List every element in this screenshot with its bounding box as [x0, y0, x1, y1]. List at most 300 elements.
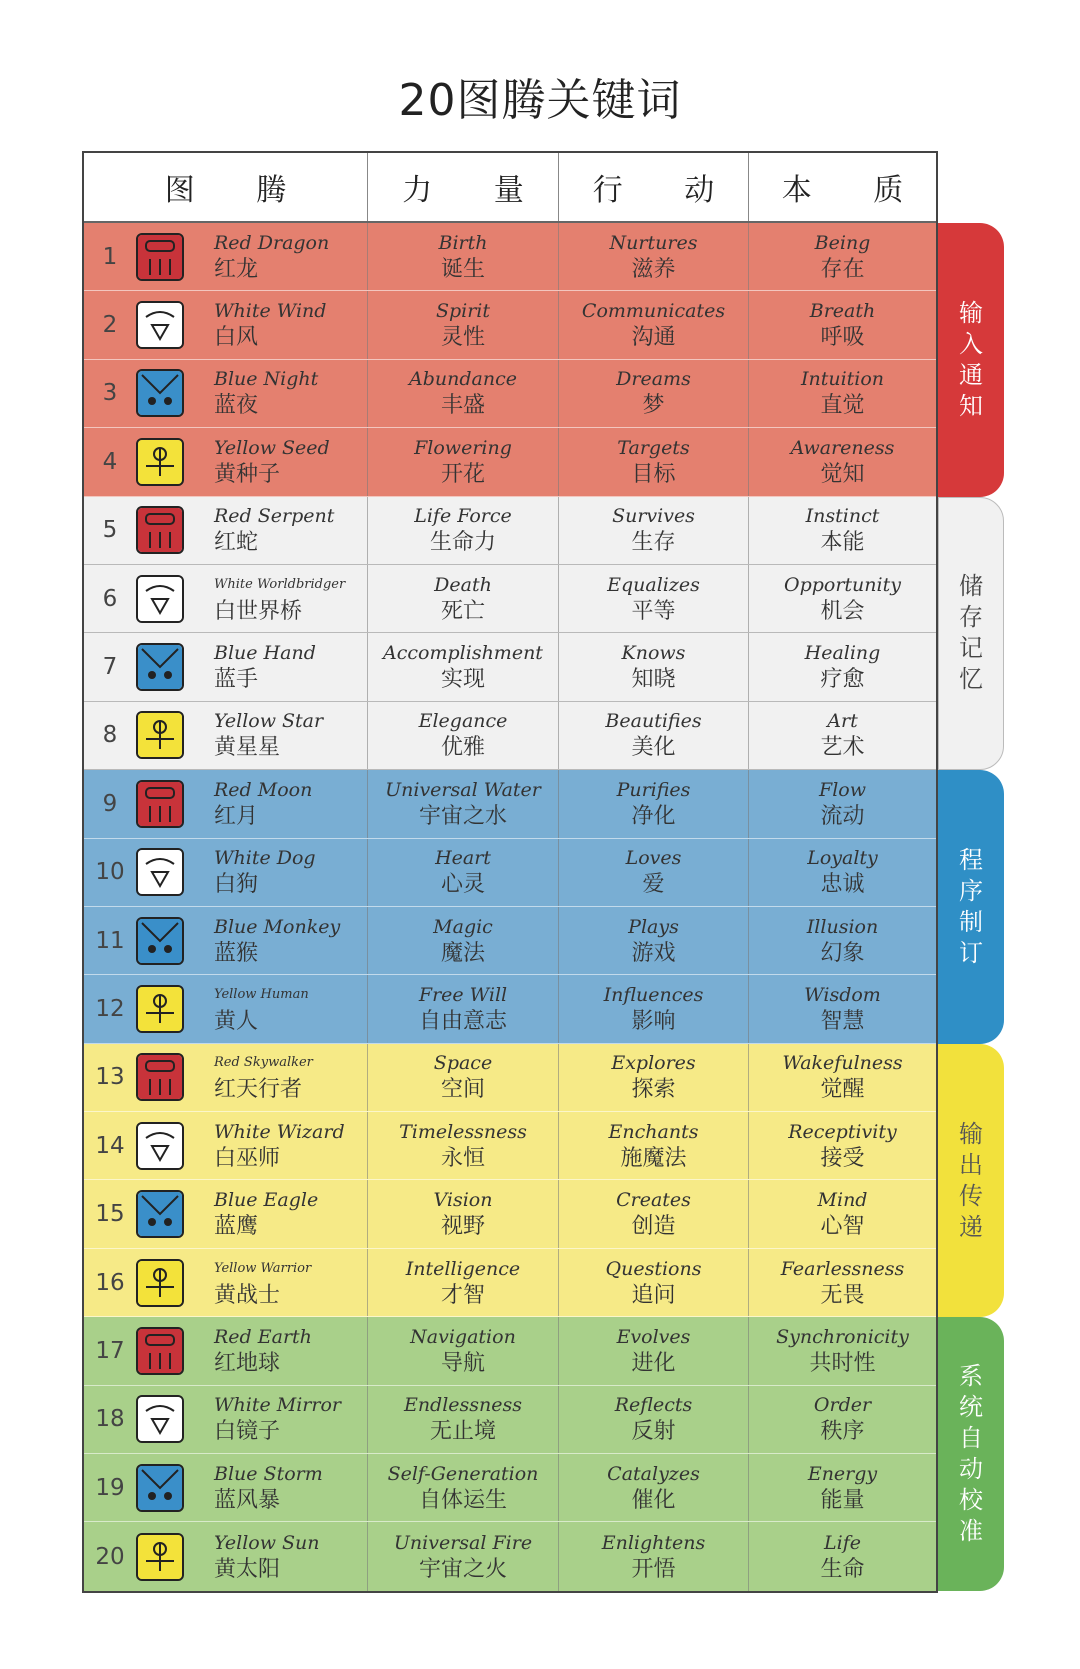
power-cell [368, 1454, 559, 1521]
action-cell [559, 975, 749, 1042]
power-en: Free Will [418, 983, 508, 1006]
action-cell [559, 497, 749, 564]
totem-name-zh: 蓝手 [214, 667, 259, 693]
essence-en: Wisdom [804, 983, 881, 1006]
totem-cell [84, 1454, 368, 1521]
action-cell [559, 1112, 749, 1179]
table-row [84, 360, 936, 428]
table-row [84, 223, 936, 291]
essence-zh: 幻象 [820, 940, 865, 966]
action-cell [559, 633, 749, 700]
totem-name-zh: 红蛇 [214, 530, 259, 556]
table-row [84, 1112, 936, 1180]
essence-en: Life [824, 1531, 861, 1554]
totem-name [214, 366, 318, 420]
table-row [84, 1386, 936, 1454]
power-cell [368, 1044, 559, 1111]
totem-number: 11 [95, 927, 125, 954]
essence-en: Energy [807, 1462, 878, 1485]
essence-en: Intuition [800, 368, 885, 391]
white-wind-icon [136, 301, 184, 349]
totem-name-en: Blue Eagle [214, 1189, 319, 1212]
totem-number: 20 [95, 1543, 125, 1570]
blue-eagle-icon [136, 1190, 184, 1238]
power-en: Accomplishment [383, 642, 543, 665]
totem-name-en: Red Earth [214, 1325, 312, 1348]
power-en: Universal Water [385, 778, 541, 801]
totem-name-zh: 黄种子 [214, 461, 281, 487]
action-zh: 沟通 [631, 325, 676, 351]
totem-number: 9 [102, 790, 118, 817]
table-row [84, 1454, 936, 1522]
totem-name-en: Blue Hand [214, 642, 316, 665]
essence-cell [749, 1386, 936, 1453]
essence-cell [749, 702, 936, 769]
table-row [84, 770, 936, 838]
group-label [938, 1044, 1004, 1318]
totem-cell [84, 1386, 368, 1453]
totem-number: 14 [95, 1132, 125, 1159]
totem-name-zh: 蓝夜 [214, 393, 259, 419]
power-cell [368, 907, 559, 974]
power-cell [368, 565, 559, 632]
totem-name [214, 503, 334, 557]
essence-cell [749, 907, 936, 974]
power-zh: 自由意志 [418, 1008, 507, 1034]
group-label [938, 770, 1004, 1044]
power-zh: 灵性 [440, 325, 485, 351]
totem-name-zh: 黄战士 [214, 1282, 281, 1308]
power-cell [368, 1317, 559, 1384]
power-en: Intelligence [405, 1257, 521, 1280]
totem-number: 17 [95, 1337, 125, 1364]
action-zh: 施魔法 [620, 1145, 687, 1171]
action-en: Nurtures [609, 231, 698, 254]
totem-name-en: White Worldbridger [214, 576, 346, 592]
action-en: Enchants [608, 1120, 699, 1143]
totem-number: 16 [95, 1269, 125, 1296]
essence-en: Receptivity [788, 1120, 897, 1143]
action-cell [559, 1249, 749, 1316]
table-row [84, 1180, 936, 1248]
essence-zh: 无畏 [820, 1282, 865, 1308]
action-zh: 爱 [642, 872, 665, 898]
essence-cell [749, 291, 936, 358]
group-label-text: 储存记忆 [959, 572, 983, 694]
action-zh: 开悟 [631, 1556, 676, 1582]
totem-cell [84, 497, 368, 564]
power-cell [368, 839, 559, 906]
totem-cell [84, 633, 368, 700]
action-en: Dreams [616, 368, 691, 391]
totem-name-zh: 蓝鹰 [214, 1214, 259, 1240]
totem-cell [84, 1522, 368, 1590]
power-en: Elegance [418, 710, 508, 733]
totem-number: 5 [102, 517, 118, 544]
action-en: Explores [611, 1052, 696, 1075]
header-essence: 本 质 [781, 173, 930, 208]
essence-en: Wakefulness [782, 1052, 903, 1075]
totem-name-zh: 黄太阳 [214, 1556, 281, 1582]
totem-cell [84, 1317, 368, 1384]
totem-name-en: Yellow Human [214, 986, 309, 1002]
header-power: 力 量 [368, 153, 559, 221]
yellow-star-icon [136, 711, 184, 759]
totem-name-en: Blue Monkey [214, 915, 341, 938]
totem-name [214, 1324, 312, 1378]
essence-en: Instinct [805, 505, 880, 528]
essence-zh: 秩序 [820, 1419, 865, 1445]
action-en: Creates [616, 1189, 691, 1212]
table-row [84, 975, 936, 1043]
red-serpent-icon [136, 506, 184, 554]
group-label-text: 系统自动校准 [959, 1362, 983, 1546]
action-en: Enlightens [601, 1531, 706, 1554]
totem-cell [84, 1180, 368, 1247]
totem-name-zh: 红天行者 [214, 1077, 303, 1103]
table-header [84, 153, 936, 223]
group-label-text: 输入通知 [959, 298, 983, 420]
action-zh: 反射 [631, 1419, 676, 1445]
power-cell [368, 702, 559, 769]
essence-en: Opportunity [784, 573, 901, 596]
essence-zh: 疗愈 [820, 667, 865, 693]
totem-number: 1 [102, 243, 118, 270]
totem-name [214, 777, 312, 831]
totem-name [214, 982, 309, 1036]
page-title: 20图腾关键词 [398, 75, 682, 126]
essence-zh: 觉醒 [820, 1077, 865, 1103]
power-zh: 导航 [440, 1350, 485, 1376]
totem-name-zh: 蓝风暴 [214, 1487, 281, 1513]
power-zh: 魔法 [440, 940, 485, 966]
table-row [84, 633, 936, 701]
power-en: Vision [433, 1189, 493, 1212]
totem-cell [84, 1044, 368, 1111]
totem-number: 8 [102, 722, 118, 749]
blue-storm-icon [136, 1464, 184, 1512]
red-skywalker-icon [136, 1053, 184, 1101]
power-zh: 开花 [440, 461, 485, 487]
totem-number: 3 [102, 380, 118, 407]
totem-name [214, 1530, 320, 1584]
totem-name-en: White Wind [214, 300, 327, 323]
totem-name-en: Red Moon [214, 778, 313, 801]
totem-name-en: White Wizard [214, 1120, 345, 1143]
power-en: Universal Fire [393, 1531, 533, 1554]
action-cell [559, 1386, 749, 1453]
essence-zh: 接受 [820, 1145, 865, 1171]
power-zh: 心灵 [440, 872, 485, 898]
yellow-warrior-icon [136, 1259, 184, 1307]
power-zh: 才智 [440, 1282, 485, 1308]
totem-name-en: Yellow Sun [214, 1531, 320, 1554]
power-en: Flowering [414, 436, 512, 459]
power-en: Self-Generation [387, 1462, 539, 1485]
action-en: Communicates [581, 300, 726, 323]
power-cell [368, 223, 559, 290]
power-en: Navigation [410, 1325, 516, 1348]
power-en: Life Force [414, 505, 512, 528]
action-en: Equalizes [607, 573, 700, 596]
action-zh: 进化 [631, 1350, 676, 1376]
essence-cell [749, 1249, 936, 1316]
totem-number: 7 [102, 654, 118, 681]
power-cell [368, 633, 559, 700]
action-zh: 目标 [631, 461, 676, 487]
action-cell [559, 291, 749, 358]
totem-name-en: Red Dragon [214, 231, 330, 254]
totem-name [214, 1050, 313, 1104]
totem-name-zh: 红地球 [214, 1350, 281, 1376]
yellow-seed-icon [136, 438, 184, 486]
power-cell [368, 770, 559, 837]
action-en: Questions [605, 1257, 702, 1280]
essence-cell [749, 1044, 936, 1111]
essence-en: Healing [804, 642, 881, 665]
power-en: Magic [433, 915, 493, 938]
totem-name [214, 435, 330, 489]
totem-name [214, 640, 316, 694]
red-earth-icon [136, 1327, 184, 1375]
action-en: Plays [628, 915, 679, 938]
essence-cell [749, 565, 936, 632]
action-cell [559, 360, 749, 427]
power-cell [368, 1112, 559, 1179]
action-cell [559, 702, 749, 769]
table-row [84, 702, 936, 770]
power-zh: 宇宙之火 [418, 1556, 507, 1582]
totem-cell [84, 975, 368, 1042]
power-zh: 优雅 [440, 735, 485, 761]
totem-cell [84, 907, 368, 974]
essence-zh: 呼吸 [820, 325, 865, 351]
white-wizard-icon [136, 1122, 184, 1170]
essence-cell [749, 223, 936, 290]
table-row [84, 565, 936, 633]
essence-cell [749, 360, 936, 427]
action-zh: 探索 [631, 1077, 676, 1103]
essence-en: Loyalty [807, 847, 878, 870]
power-en: Abundance [409, 368, 517, 391]
blue-monkey-icon [136, 917, 184, 965]
action-cell [559, 565, 749, 632]
table-row [84, 1044, 936, 1112]
table-row [84, 907, 936, 975]
totem-keyword-table [82, 151, 938, 1593]
group-label [938, 223, 1004, 497]
essence-zh: 智慧 [820, 1008, 865, 1034]
totem-number: 18 [95, 1406, 125, 1433]
totem-name-en: Yellow Warrior [214, 1260, 312, 1276]
essence-zh: 存在 [820, 256, 865, 282]
totem-number: 19 [95, 1474, 125, 1501]
action-cell [559, 428, 749, 495]
action-cell [559, 839, 749, 906]
action-zh: 平等 [631, 598, 676, 624]
essence-cell [749, 975, 936, 1042]
totem-name [214, 1461, 323, 1515]
action-zh: 滋养 [631, 256, 676, 282]
essence-cell [749, 428, 936, 495]
totem-cell [84, 1112, 368, 1179]
action-zh: 游戏 [631, 940, 676, 966]
totem-name [214, 572, 345, 626]
essence-zh: 流动 [820, 803, 865, 829]
red-moon-icon [136, 780, 184, 828]
power-zh: 自体运生 [418, 1487, 507, 1513]
action-en: Purifies [616, 778, 691, 801]
power-cell [368, 360, 559, 427]
totem-name-en: Red Serpent [214, 505, 335, 528]
essence-en: Awareness [790, 436, 895, 459]
totem-name-zh: 红月 [214, 803, 259, 829]
totem-cell [84, 428, 368, 495]
essence-en: Breath [809, 300, 876, 323]
action-cell [559, 770, 749, 837]
totem-cell [84, 565, 368, 632]
power-en: Spirit [435, 300, 491, 323]
totem-name-zh: 白镜子 [214, 1419, 281, 1445]
totem-name [214, 230, 329, 284]
totem-number: 10 [95, 859, 125, 886]
essence-zh: 艺术 [820, 735, 865, 761]
totem-name-en: White Mirror [214, 1394, 341, 1417]
action-cell [559, 223, 749, 290]
totem-number: 12 [95, 995, 125, 1022]
action-en: Loves [625, 847, 682, 870]
action-zh: 生存 [631, 530, 676, 556]
power-en: Timelessness [399, 1120, 527, 1143]
totem-name-en: Blue Storm [214, 1462, 323, 1485]
power-en: Death [434, 573, 492, 596]
essence-en: Art [827, 710, 858, 733]
totem-number: 15 [95, 1201, 125, 1228]
power-en: Endlessness [403, 1394, 523, 1417]
totem-name [214, 914, 340, 968]
totem-number: 13 [95, 1064, 125, 1091]
totem-name-zh: 黄星星 [214, 735, 281, 761]
yellow-sun-icon [136, 1533, 184, 1581]
red-dragon-icon [136, 233, 184, 281]
essence-zh: 生命 [820, 1556, 865, 1582]
power-cell [368, 1522, 559, 1590]
totem-name [214, 1256, 311, 1310]
action-en: Targets [617, 436, 690, 459]
totem-cell [84, 839, 368, 906]
totem-name-zh: 白巫师 [214, 1145, 281, 1171]
action-zh: 知晓 [631, 667, 676, 693]
action-cell [559, 907, 749, 974]
totem-name-en: Yellow Seed [214, 436, 330, 459]
white-worldbridger-icon [136, 575, 184, 623]
totem-name-en: Red Skywalker [214, 1055, 313, 1071]
table-row [84, 1522, 936, 1590]
totem-number: 6 [102, 585, 118, 612]
essence-cell [749, 633, 936, 700]
power-zh: 实现 [440, 667, 485, 693]
essence-zh: 心智 [820, 1214, 865, 1240]
essence-zh: 忠诚 [820, 872, 865, 898]
totem-name [214, 1187, 318, 1241]
power-cell [368, 1249, 559, 1316]
essence-cell [749, 1522, 936, 1590]
group-label-text: 输出传递 [959, 1119, 983, 1241]
totem-number: 4 [102, 448, 118, 475]
action-en: Knows [621, 642, 686, 665]
essence-zh: 本能 [820, 530, 865, 556]
power-zh: 丰盛 [440, 393, 485, 419]
totem-name-zh: 白风 [214, 325, 259, 351]
action-en: Reflects [614, 1394, 693, 1417]
essence-zh: 机会 [820, 598, 865, 624]
totem-name-zh: 白狗 [214, 872, 259, 898]
table-row [84, 291, 936, 359]
power-cell [368, 1386, 559, 1453]
action-zh: 追问 [631, 1282, 676, 1308]
essence-zh: 能量 [820, 1487, 865, 1513]
power-zh: 死亡 [440, 598, 485, 624]
essence-en: Fearlessness [780, 1257, 905, 1280]
power-zh: 无止境 [429, 1419, 496, 1445]
white-dog-icon [136, 848, 184, 896]
totem-name [214, 708, 323, 762]
totem-name-zh: 蓝猴 [214, 940, 259, 966]
action-cell [559, 1044, 749, 1111]
power-cell [368, 428, 559, 495]
essence-cell [749, 770, 936, 837]
table-row [84, 1249, 936, 1317]
header-action: 行 动 [559, 153, 749, 221]
yellow-human-icon [136, 985, 184, 1033]
essence-cell [749, 839, 936, 906]
table-row [84, 839, 936, 907]
totem-name [214, 298, 326, 352]
totem-number: 2 [102, 312, 118, 339]
essence-en: Order [813, 1394, 872, 1417]
action-zh: 创造 [631, 1214, 676, 1240]
action-cell [559, 1180, 749, 1247]
essence-en: Mind [817, 1189, 868, 1212]
power-zh: 永恒 [440, 1145, 485, 1171]
action-en: Survives [612, 505, 695, 528]
power-en: Space [433, 1052, 493, 1075]
power-zh: 宇宙之水 [418, 803, 507, 829]
essence-zh: 共时性 [809, 1350, 876, 1376]
totem-name-en: Blue Night [214, 368, 319, 391]
action-en: Beautifies [605, 710, 702, 733]
essence-en: Flow [819, 778, 866, 801]
power-cell [368, 975, 559, 1042]
power-cell [368, 291, 559, 358]
power-cell [368, 1180, 559, 1247]
table-body [84, 223, 936, 1591]
action-en: Influences [603, 983, 704, 1006]
table-row [84, 497, 936, 565]
action-zh: 影响 [631, 1008, 676, 1034]
power-zh: 空间 [440, 1077, 485, 1103]
power-en: Birth [438, 231, 488, 254]
table-row [84, 428, 936, 496]
power-zh: 诞生 [440, 256, 485, 282]
action-cell [559, 1454, 749, 1521]
totem-cell [84, 770, 368, 837]
action-zh: 美化 [631, 735, 676, 761]
totem-cell [84, 291, 368, 358]
group-label-text: 程序制订 [959, 845, 983, 967]
blue-hand-icon [136, 643, 184, 691]
totem-name-en: White Dog [214, 847, 316, 870]
